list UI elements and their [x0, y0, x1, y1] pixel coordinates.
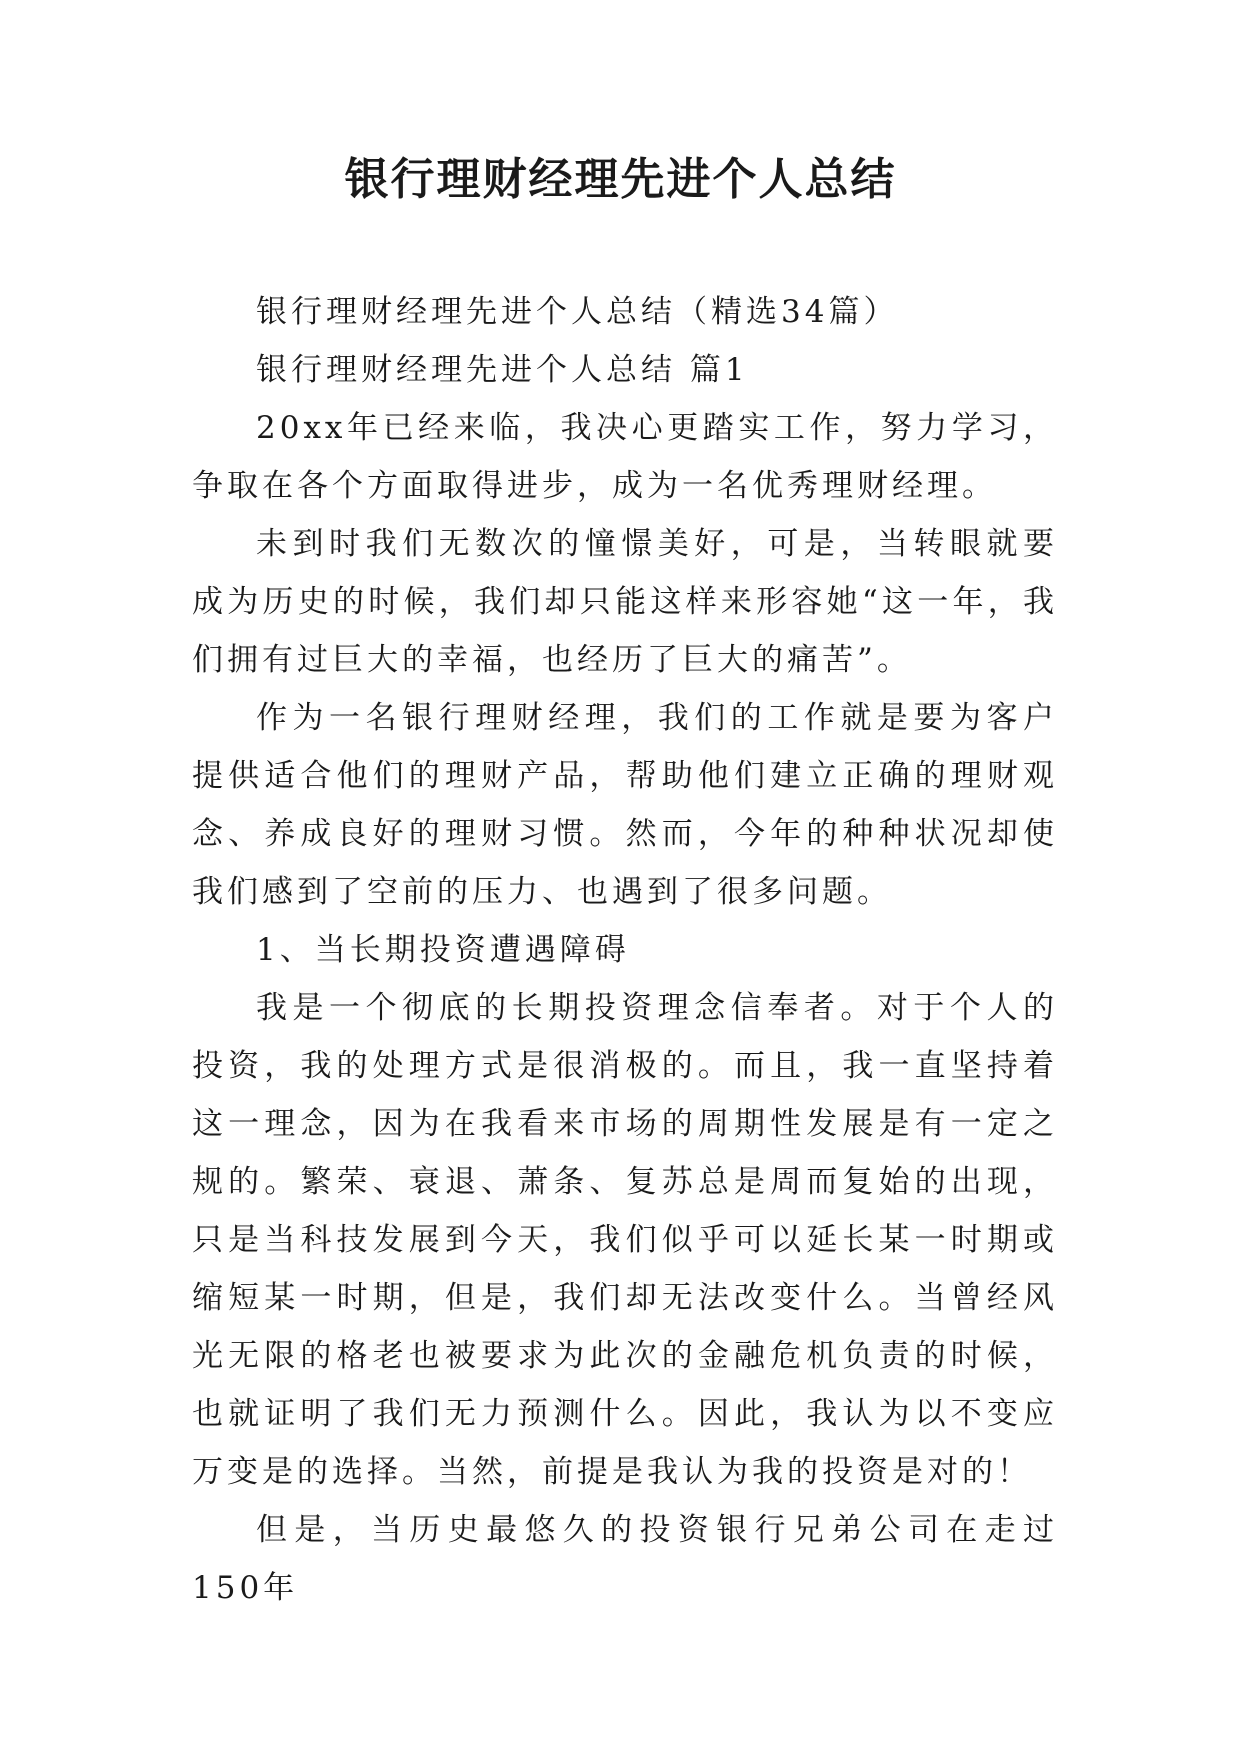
- body-paragraph: 但是，当历史最悠久的投资银行兄弟公司在走过150年: [192, 1512, 1058, 1606]
- document-title: 银行理财经理先进个人总结: [344, 154, 897, 205]
- list-heading: 1、当长期投资遭遇障碍: [256, 932, 630, 968]
- body-paragraph: 作为一名银行理财经理，我们的工作就是要为客户提供适合他们的理财产品，帮助他们建立正确的理财观念、养成良好的理财习惯。然而，今年的种种状况却使我们感到了空前的压力、也遇到了很多问题。: [192, 700, 1058, 910]
- body-paragraph: 我是一个彻底的长期投资理念信奉者。对于个人的投资，我的处理方式是很消极的。而且，我一直坚持着这一理念，因为在我看来市场的周期性发展是有一定之规的。繁荣、衰退、萧条、复苏总是周而复始的出现，只是当科技发展到今天，我们似乎可以延长某一时期或缩短某一时期，但是，我们却无法改变什么。当曾经风光无限的格老也被要求为此次的金融危机负责的时候，也就证明了我们无力预测什么。因此，我认为以不变应万变是的选择。当然，前提是我认为我的投资是对的！: [192, 990, 1058, 1490]
- doc-subtitle: 银行理财经理先进个人总结（精选34篇）: [256, 294, 899, 330]
- body-paragraph: 20xx年已经来临，我决心更踏实工作，努力学习，争取在各个方面取得进步，成为一名优秀理财经理。: [192, 410, 1058, 504]
- document-body: [192, 283, 1058, 1617]
- body-paragraph: 未到时我们无数次的憧憬美好，可是，当转眼就要成为历史的时候，我们却只能这样来形容她“这一年，我们拥有过巨大的幸福，也经历了巨大的痛苦”。: [192, 526, 1058, 678]
- section-heading: 银行理财经理先进个人总结 篇1: [256, 352, 749, 388]
